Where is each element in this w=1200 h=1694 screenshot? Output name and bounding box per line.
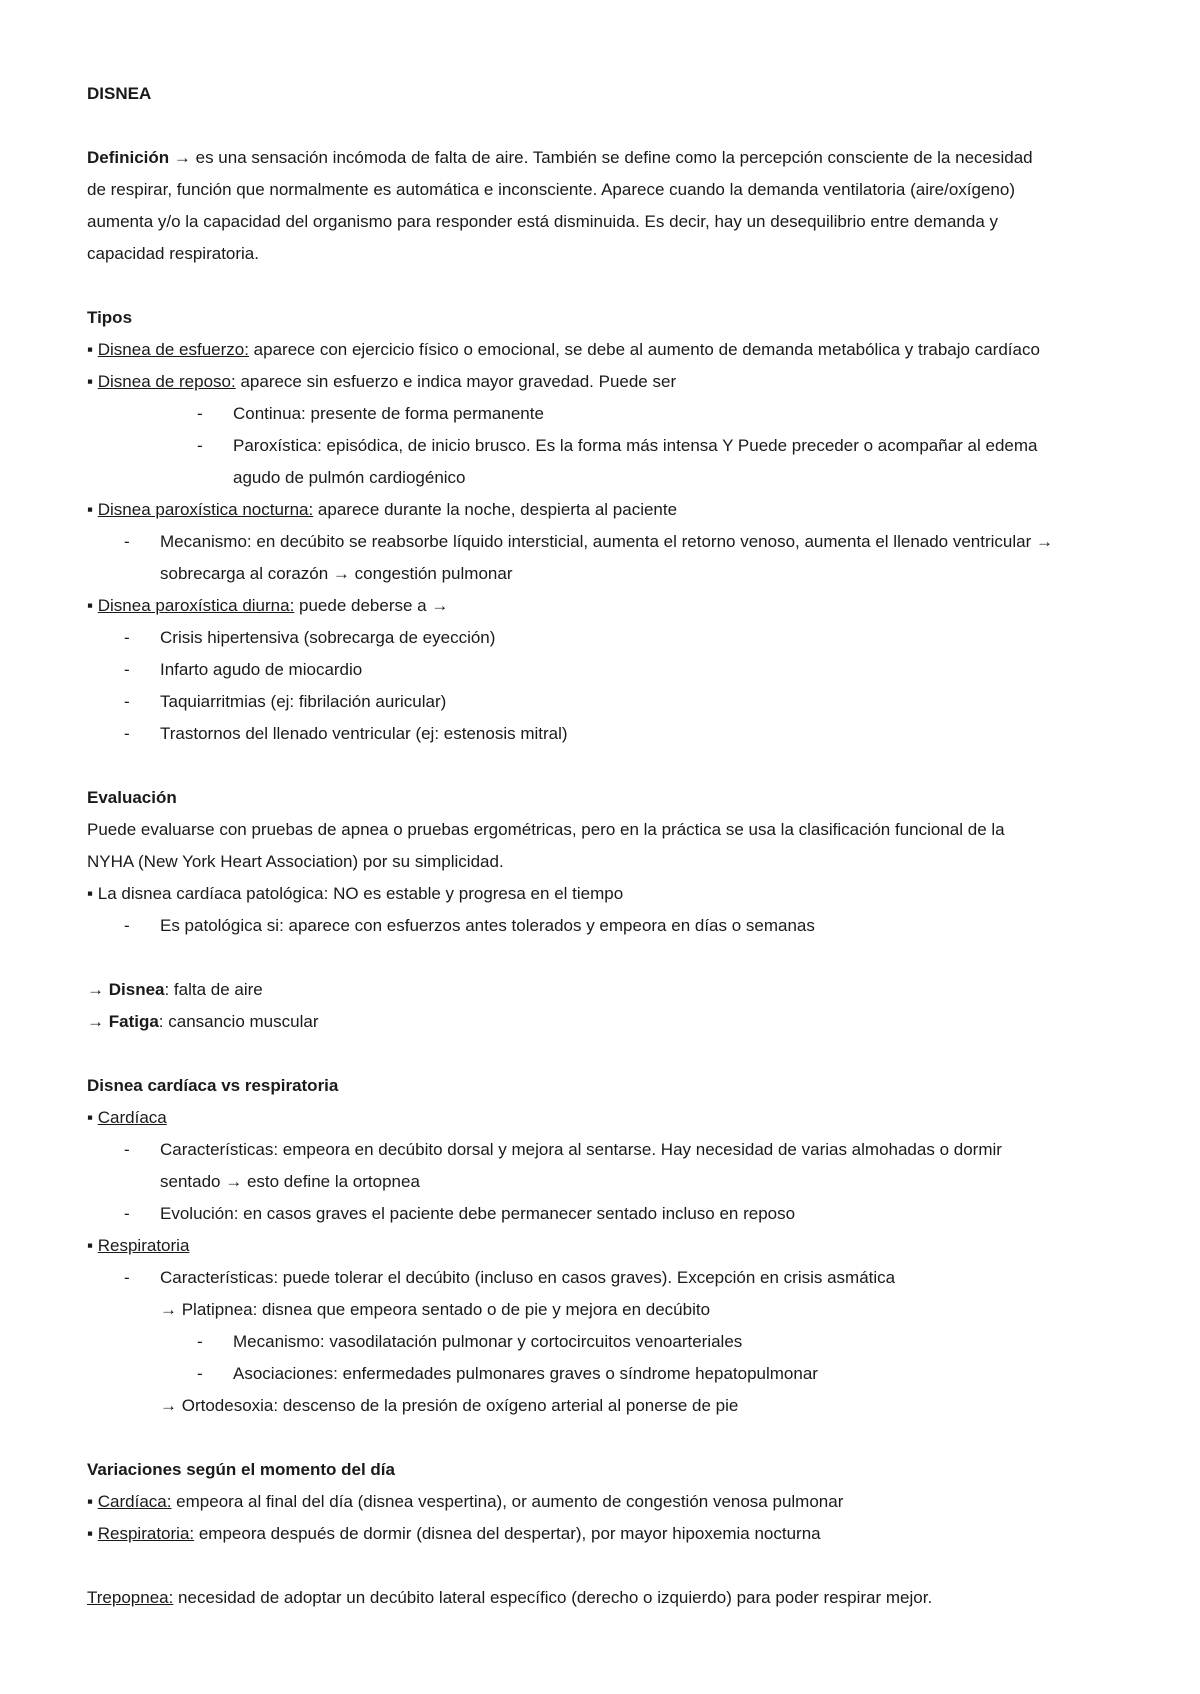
nocturna-sub-mecanismo-cont: sobrecarga al corazón → congestión pulmonar (160, 564, 513, 583)
definition-label: Definición (87, 148, 170, 167)
cardiaca-bullet: ▪ Cardíaca (87, 1108, 167, 1127)
platipnea-asociaciones: - Asociaciones: enfermedades pulmonares graves o síndrome hepatopulmonar (197, 1364, 818, 1383)
reposo-sub-paroxistica: - Paroxística: episódica, de inicio brusco. Es la forma más intensa Y Puede preceder o acompañar al edema (197, 436, 1038, 455)
diurna-sub-item: - Trastornos del llenado ventricular (ej: estenosis mitral) (124, 724, 568, 743)
evaluacion-line-2: NYHA (New York Heart Association) por su simplicidad. (87, 852, 504, 871)
evaluacion-sub: - Es patológica si: aparece con esfuerzos antes tolerados y empeora en días o semanas (124, 916, 815, 935)
nocturna-sub-mecanismo: - Mecanismo: en decúbito se reabsorbe líquido intersticial, aumenta el retorno venoso, aumenta el llenado ventricular → (124, 532, 1053, 551)
variaciones-respiratoria: ▪ Respiratoria: empeora después de dormir (disnea del despertar), por mayor hipoxemia nocturna (87, 1524, 821, 1543)
document-body (87, 78, 1127, 1614)
cardiaca-vs-respiratoria-heading: Disnea cardíaca vs respiratoria (87, 1076, 339, 1095)
tipo-esfuerzo: ▪ Disnea de esfuerzo: aparece con ejercicio físico o emocional, se debe al aumento de demanda metabólica y trabajo cardíaco (87, 340, 1040, 359)
diurna-sub-item: - Crisis hipertensiva (sobrecarga de eyección) (124, 628, 496, 647)
definition-line-3: aumenta y/o la capacidad del organismo para responder está disminuida. Es decir, hay un desequilibrio entre demanda y (87, 212, 998, 231)
definition-line-4: capacidad respiratoria. (87, 244, 259, 263)
definition-line-2: de respirar, función que normalmente es automática e inconsciente. Aparece cuando la demanda ventilatoria (aire/oxígeno) (87, 180, 1016, 199)
platipnea-mecanismo: - Mecanismo: vasodilatación pulmonar y cortocircuitos venoarteriales (197, 1332, 743, 1351)
fatiga-definition: → Fatiga: cansancio muscular (87, 1012, 319, 1031)
cardiaca-evolucion: - Evolución: en casos graves el paciente debe permanecer sentado incluso en reposo (124, 1204, 796, 1223)
tipo-diurna: ▪ Disnea paroxística diurna: puede deberse a → (87, 596, 449, 615)
definition-line-1: Definición → es una sensación incómoda de falta de aire. También se define como la percepción consciente de la necesidad (87, 148, 1033, 167)
tipo-nocturna: ▪ Disnea paroxística nocturna: aparece durante la noche, despierta al paciente (87, 500, 678, 519)
tipo-reposo: ▪ Disnea de reposo: aparece sin esfuerzo e indica mayor gravedad. Puede ser (87, 372, 677, 391)
trepopnea-line: Trepopnea: necesidad de adoptar un decúbito lateral específico (derecho o izquierdo) para poder respirar mejor. (87, 1588, 933, 1607)
variaciones-heading: Variaciones según el momento del día (87, 1460, 395, 1479)
evaluacion-line-1: Puede evaluarse con pruebas de apnea o pruebas ergométricas, pero en la práctica se usa la clasificación funcional de la (87, 820, 1005, 839)
ortodesoxia-line: → Ortodesoxia: descenso de la presión de oxígeno arterial al ponerse de pie (160, 1396, 739, 1415)
diurna-sub-item: - Taquiarritmias (ej: fibrilación auricular) (124, 692, 447, 711)
platipnea-line: → Platipnea: disnea que empeora sentado o de pie y mejora en decúbito (160, 1300, 711, 1319)
diurna-sub-item: - Infarto agudo de miocardio (124, 660, 363, 679)
respiratoria-bullet: ▪ Respiratoria (87, 1236, 190, 1255)
cardiaca-caracteristicas: - Características: empeora en decúbito dorsal y mejora al sentarse. Hay necesidad de varias almohadas o dormir (124, 1140, 1002, 1159)
document-title: DISNEA (87, 84, 152, 103)
variaciones-cardiaca: ▪ Cardíaca: empeora al final del día (disnea vespertina), or aumento de congestión venosa pulmonar (87, 1492, 844, 1511)
evaluacion-bullet: ▪ La disnea cardíaca patológica: NO es estable y progresa en el tiempo (87, 884, 624, 903)
tipos-heading: Tipos (87, 308, 133, 327)
evaluacion-heading: Evaluación (87, 788, 177, 807)
cardiaca-caracteristicas-cont: sentado → esto define la ortopnea (160, 1172, 420, 1191)
reposo-sub-continua: - Continua: presente de forma permanente (197, 404, 544, 423)
reposo-sub-paroxistica-cont: agudo de pulmón cardiogénico (233, 468, 466, 487)
respiratoria-caracteristicas: - Características: puede tolerar el decúbito (incluso en casos graves). Excepción en crisis asmática (124, 1268, 896, 1287)
disnea-definition: → Disnea: falta de aire (87, 980, 263, 999)
